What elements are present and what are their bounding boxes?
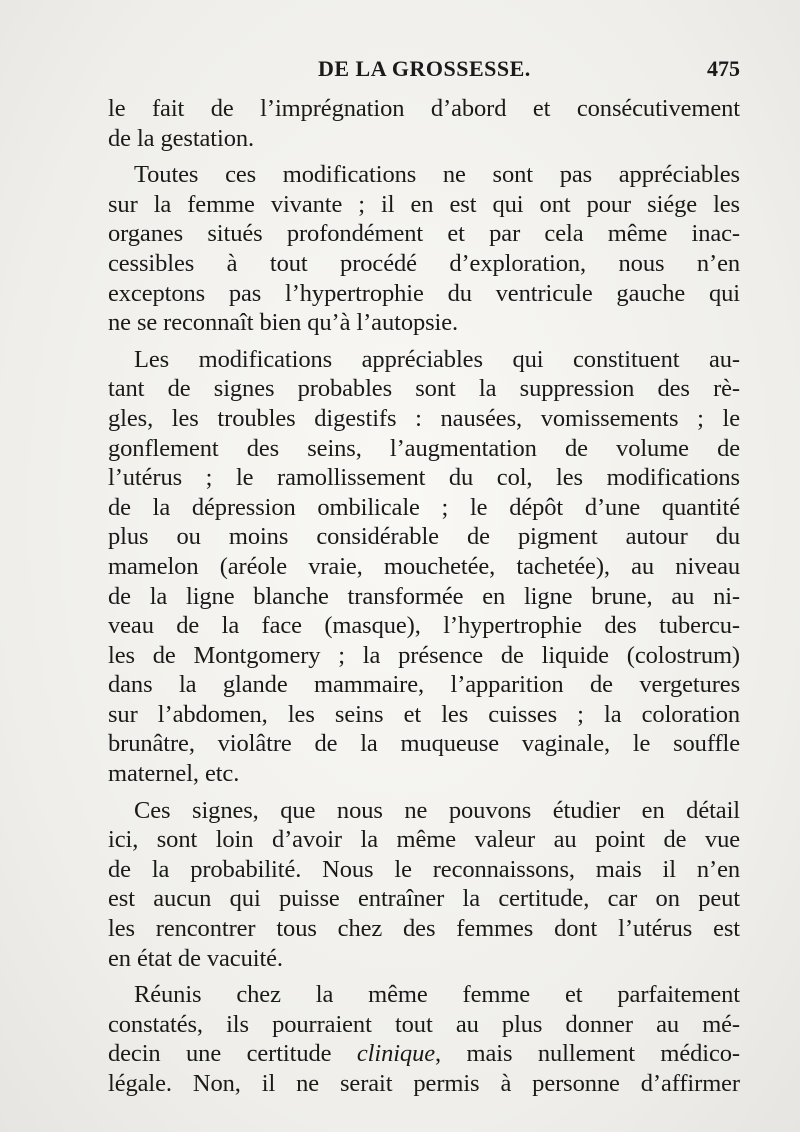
text-line: organes situés profondément et par cela même inac- [108,220,740,248]
text-line: de la ligne blanche transformée en ligne brune, au ni- [108,582,740,610]
text-line: de la dépression ombilicale ; le dépôt d’une quantité [108,493,740,521]
text-line: est aucun qui puisse entraîner la certitude, car on peut [108,885,740,913]
text-line: plus ou moins considérable de pigment autour du [108,523,740,551]
text-line: cessibles à tout procédé d’exploration, nous n’en [108,249,740,277]
paragraph-gap [108,338,740,345]
text-line: Ces signes, que nous ne pouvons étudier en détail [134,796,740,824]
italic-word: clinique [356,1040,435,1068]
paragraph-gap [108,973,740,980]
text-line: le fait de l’imprégnation d’abord et consécutivement [108,95,740,122]
paragraph-gap [108,153,740,160]
text-line: ici, sont loin d’avoir la même valeur au point de vue [108,826,740,854]
text-line: tant de signes probables sont la suppression des rè- [108,375,740,403]
text-line: les rencontrer tous chez des femmes dont l’utérus est [108,915,740,943]
text-line: les de Montgomery ; la présence de liquide (colostrum) [108,641,740,669]
text-segment: , mais nullement médico- [435,1040,740,1068]
text-line: en état de vacuité. [108,944,283,972]
text-line: légale. Non, il ne serait permis à personne d’affirmer [108,1070,740,1097]
text-line: l’utérus ; le ramollissement du col, les modifications [108,464,740,492]
text-segment: decin une certitude [108,1040,357,1068]
page-header [108,56,740,90]
text-line: maternel, etc. [108,760,240,788]
body-text [108,94,740,1099]
page-number: 475 [707,56,740,81]
text-line: ne se reconnaît bien qu’à l’autopsie. [108,309,459,337]
text-line: Réunis chez la même femme et parfaitement [134,981,740,1009]
text-line: constatés, ils pourraient tout au plus donner au mé- [108,1010,740,1038]
paragraph-gap [108,789,740,796]
text-line: exceptons pas l’hypertrophie du ventricule gauche qui [108,279,740,307]
text-line: sur la femme vivante ; il en est qui ont pour siége les [108,190,740,218]
text-line: mamelon (aréole vraie, mouchetée, tachetée), au niveau [108,552,740,580]
text-line: sur l’abdomen, les seins et les cuisses ; la coloration [108,700,740,728]
text-line: dans la glande mammaire, l’apparition de vergetures [108,671,740,699]
running-title: DE LA GROSSESSE. [318,56,531,81]
text-line: de la probabilité. Nous le reconnaissons, mais il n’en [108,855,740,883]
text-line: de la gestation. [108,124,255,152]
text-line: gonflement des seins, l’augmentation de volume de [108,434,740,462]
text-line [108,1039,740,1069]
text-line: veau de la face (masque), l’hypertrophie des tubercu- [108,612,740,640]
text-line: Toutes ces modifications ne sont pas appréciables [134,161,740,189]
text-line: brunâtre, violâtre de la muqueuse vaginale, le souffle [108,730,740,758]
text-line: Les modifications appréciables qui constituent au- [134,345,740,373]
text-line: gles, les troubles digestifs : nausées, vomissements ; le [108,404,740,432]
